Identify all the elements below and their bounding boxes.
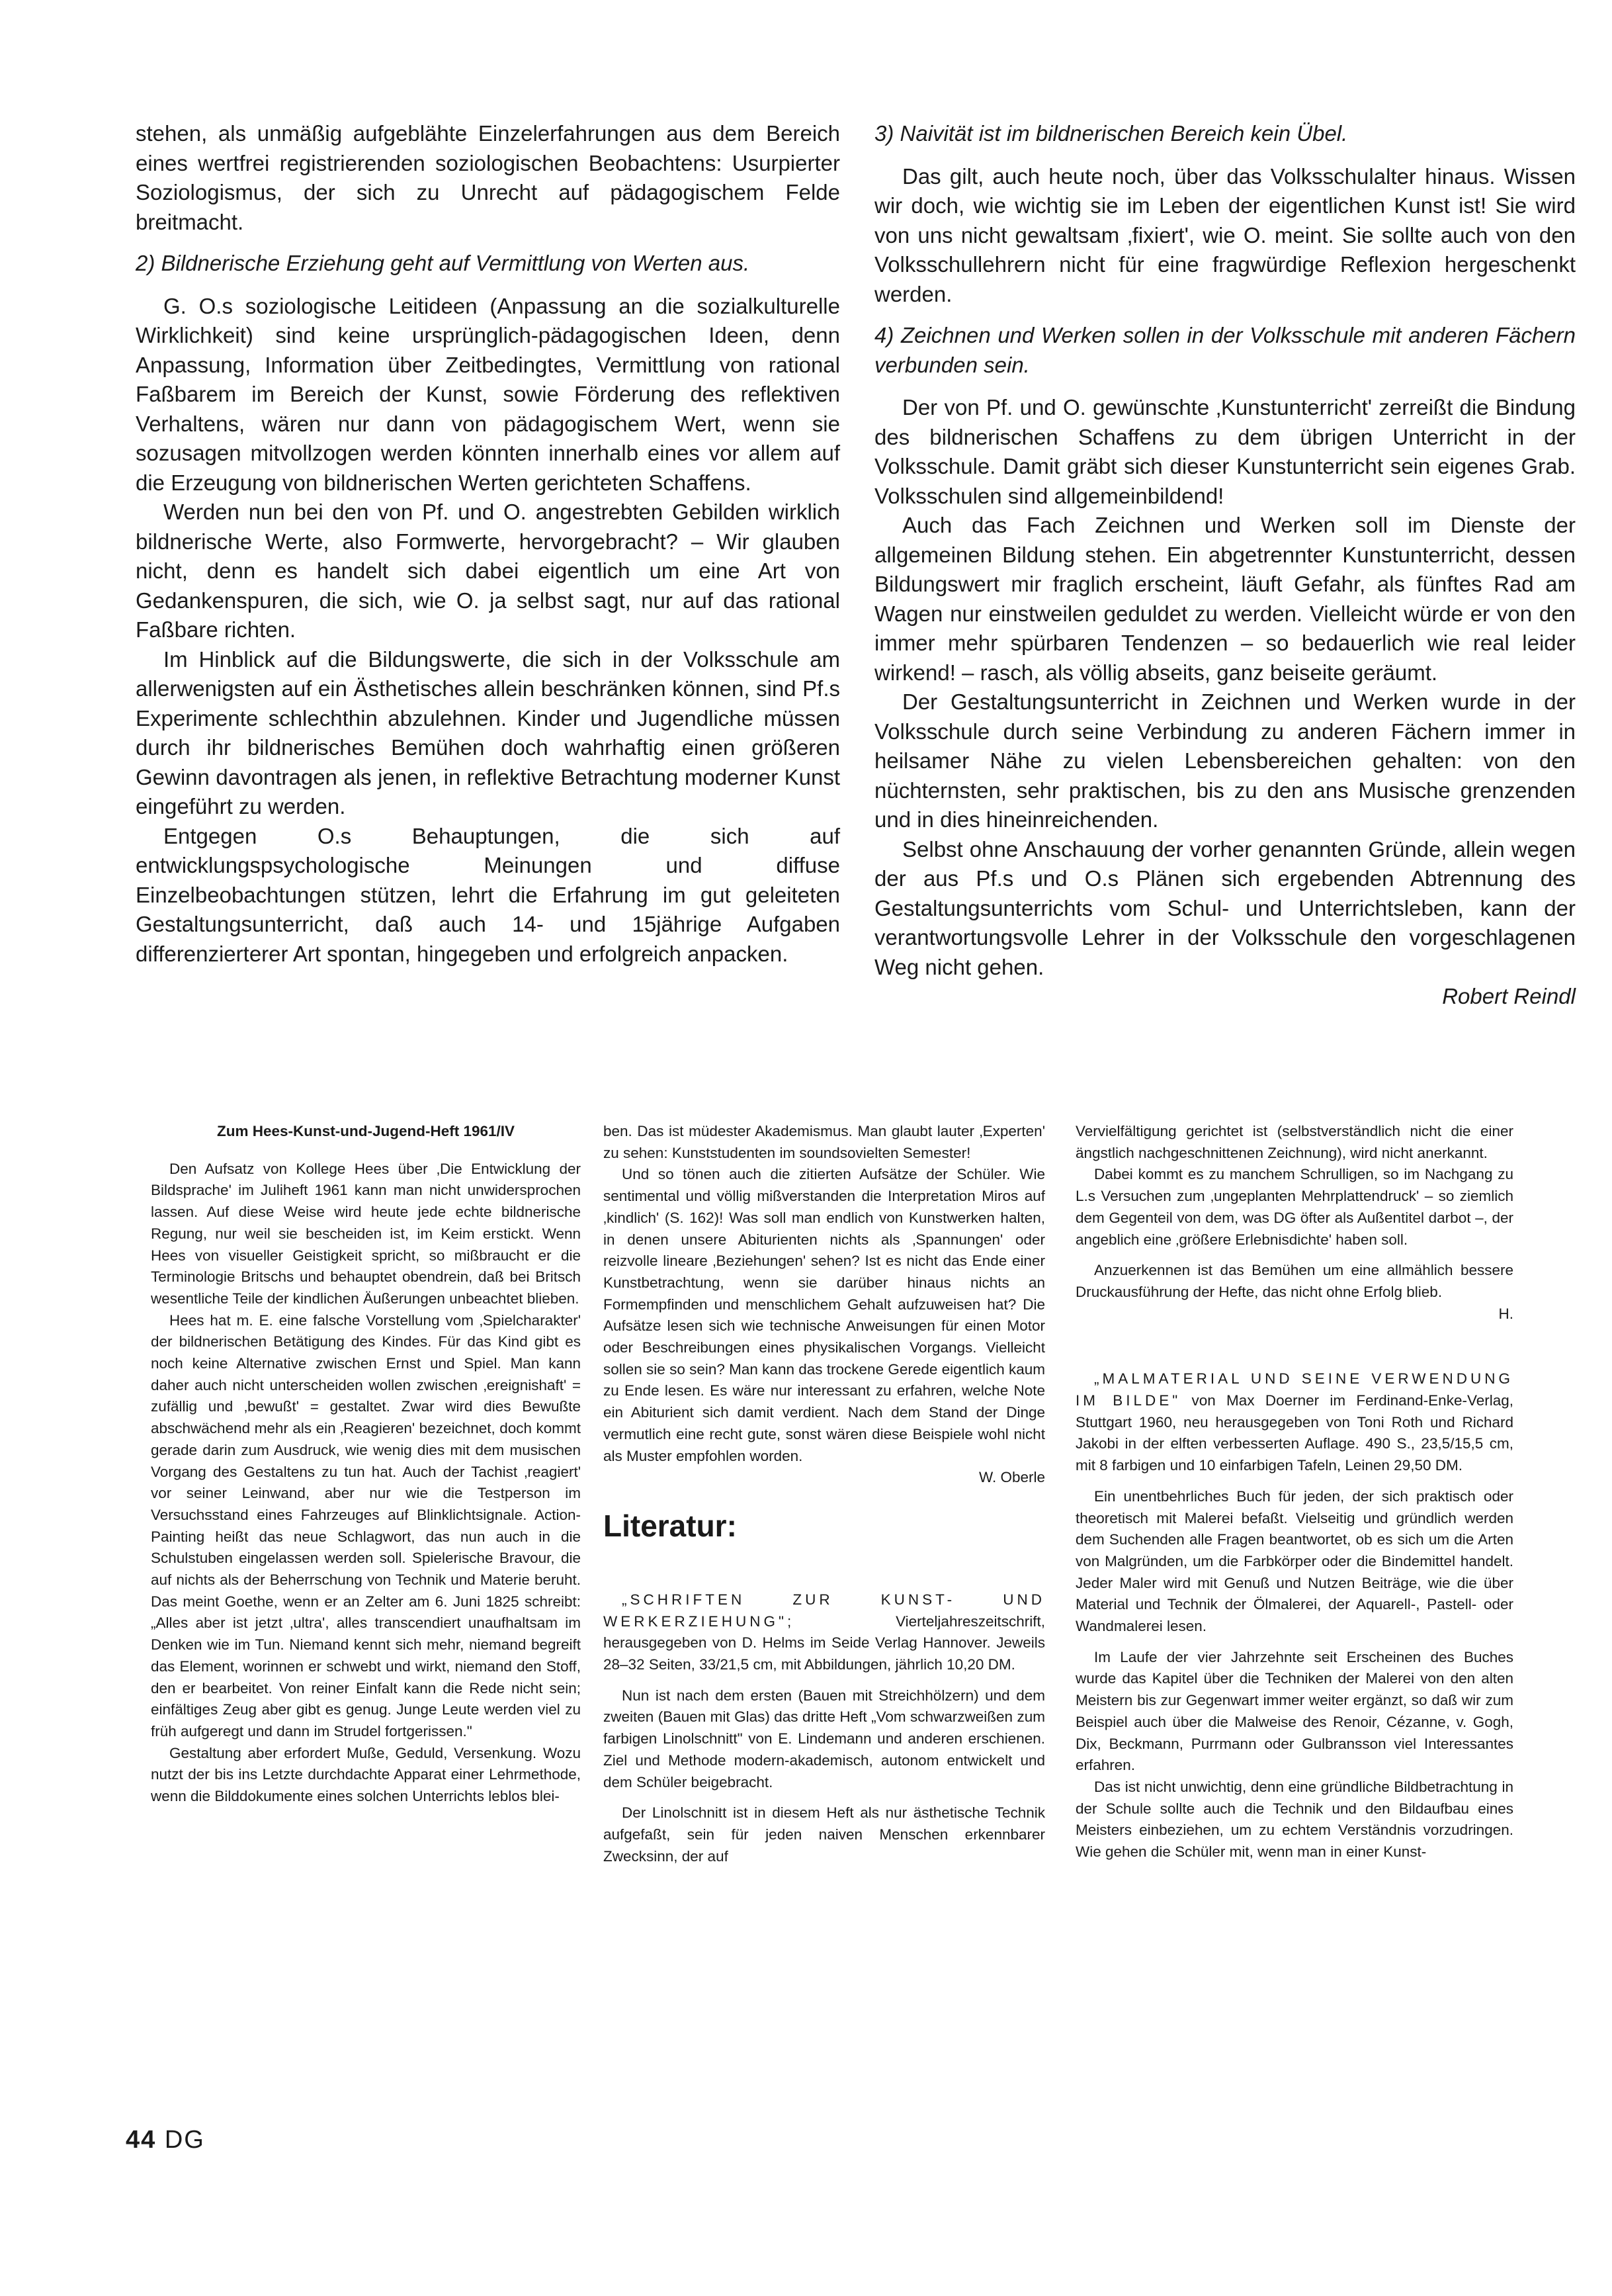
lower-column-1 [151,1121,581,1808]
paragraph: stehen, als unmäßig aufgeblähte Einzelerfahrungen aus dem Bereich eines wertfrei registrierenden soziologischen Beobachtens: Usurpierter Soziologismus, der sich zu Unrecht auf pädagogischem Felde breitmacht. [136,121,840,234]
lower-column-2 [603,1121,1045,1867]
review-title: „MALMATERIAL UND SEINE VERWENDUNG IM BILDE" [1076,1370,1513,1409]
section-heading-3: 3) Naivität ist im bildnerischen Bereich kein Übel. [874,121,1348,146]
paragraph: Ein unentbehrliches Buch für jeden, der sich praktisch oder theoretisch mit Malerei befaßt. Vielseitig und gründlich werden dem Suchenden alle Fragen beantwortet, ob es sich um die Arten von Malgründen, um die Farbkörper oder die Bindemittel handelt. Jeder Maler wird mit Genuß und Nutzen Beiträge, wie die über Material und Technik der Ölmalerei, der Aquarell-, Pastell- oder Wandmalerei lesen. [1076,1487,1513,1635]
paragraph: Nun ist nach dem ersten (Bauen mit Streichhölzern) und dem zweiten (Bauen mit Glas) das dritte Heft „Vom schwarzweißen zum farbigen Linolschnitt" von E. Lindemann und anderen erschienen. Ziel und Methode modern-akademisch, autonom entwickelt und dem Schüler beigebracht. [603,1687,1045,1790]
paragraph: Werden nun bei den von Pf. und O. angestrebten Gebilden wirklich bildnerische Werte, also Formwerte, hervorgebracht? – Wir glauben nicht, denn es handelt sich dabei eigentlich um eine Art von Gedankenspuren, die sich, wie O. ja selbst sagt, nur auf das rational Faßbare richten. [136,500,840,642]
paragraph: Der Linolschnitt ist in diesem Heft als nur ästhetische Technik aufgefaßt, sein für jeden naiven Menschen erkennbarer Zwecksinn, der auf [603,1804,1045,1865]
review-details: von Max Doerner im Ferdinand-Enke-Verlag, Stuttgart 1960, neu herausgegeben von Toni Roth und Richard Jakobi in der elften verbesserten Auflage. 490 S., 23,5/15,5 cm, mit 8 farbigen und 10 einfarbigen Tafeln, Leinen 29,50 DM. [1076,1392,1513,1474]
paragraph: Der von Pf. und O. gewünschte ‚Kunstunterricht' zerreißt die Bindung des bildnerischen Schaffens zu dem übrigen Unterricht in der Volksschule. Damit gräbt sich dieser Kunstunterricht sein eigenes Grab. Volksschulen sind allgemeinbildend! [874,395,1576,508]
paragraph: Anzuerkennen ist das Bemühen um eine allmählich bessere Druckausführung der Hefte, das nicht ohne Erfolg blieb. [1076,1262,1513,1300]
review-entry [1076,1368,1513,1477]
paragraph: Dabei kommt es zu manchem Schrulligen, so im Nachgang zu L.s Versuchen zum ‚ungeplanten Mehrplattendruck' – so ziemlich dem Gegenteil von dem, was DG öfter als Außentitel darbot –, der angeblich eine ‚größere Erlebnisdichte' haben soll. [1076,1166,1513,1248]
section-heading-2: 2) Bildnerische Erziehung geht auf Vermittlung von Werten aus. [136,251,750,275]
upper-left-column [136,119,840,969]
paragraph: Der Gestaltungsunterricht in Zeichnen und Werken wurde in der Volksschule durch seine Verbindung zu anderen Fächern immer in heilsamer Nähe zu vielen Lebensbereichen gehalten: von den nüchternsten, sehr praktischen, bis zu den ans Musische grenzenden und in dies hineinreichenden. [874,689,1576,832]
page-number [126,2126,205,2154]
paragraph: Den Aufsatz von Kollege Hees über ‚Die Entwicklung der Bildsprache' im Juliheft 1961 kann man nicht unwidersprochen lassen. Auf diese Weise wird heute jede echte bildnerische Regung, nur weil sie bescheiden ist, im Keim erstickt. Wenn Hees von visueller Geistigkeit spricht, so mißbraucht er die Terminologie Britschs und behauptet obendrein, daß bei Britsch wesentliche Teile der kindlichen Äußerungen unbeachtet blieben. [151,1160,581,1307]
paragraph: Das gilt, auch heute noch, über das Volksschulalter hinaus. Wissen wir doch, wie wichtig sie im Leben der eigentlichen Kunst ist! Sie wird von uns nicht gewaltsam ‚fixiert', wie O. meint. Sie sollte auch von den Volksschullehrern nicht für eine fragwürdige Reflexion hergeschenkt werden. [874,163,1576,306]
paragraph: Vervielfältigung gerichtet ist (selbstverständlich nicht die einer ängstlich nachgeschnittenen Zeichnung), wird nicht anerkannt. [1076,1123,1513,1161]
literature-heading: Literatur: [603,1508,737,1543]
upper-right-column [874,119,1576,1012]
paragraph: Auch das Fach Zeichnen und Werken soll im Dienste der allgemeinen Bildung stehen. Ein abgetrennter Kunstunterricht, dessen Bildungswert mir fraglich erscheint, läuft Gefahr, als fünftes Rad am Wagen nur einstweilen geduldet zu werden. Vielleicht würde er von den immer mehr spürbaren Tendenzen – so bedauerlich wie real leider wirkend! – rasch, als völlig abseits, ganz beiseite geräumt. [874,513,1576,685]
paragraph: ben. Das ist müdester Akademismus. Man glaubt lauter ‚Experten' zu sehen: Kunststudenten im soundsovielten Semester! [603,1123,1045,1161]
review-details: Vierteljahreszeitschrift, herausgegeben von D. Helms im Seide Verlag Hannover. Jeweils 28–32 Seiten, 33/21,5 cm, mit Abbildungen, jährlich 10,20 DM. [603,1612,1045,1673]
paragraph: Im Hinblick auf die Bildungswerte, die sich in der Volksschule am allerwenigsten auf ein Ästhetisches allein beschränken können, sind Pf.s Experimente schlechthin abzulehnen. Kinder und Jugendliche müssen durch ihr bildnerisches Bemühen doch wahrhaftig einen größeren Gewinn davontragen als jenen, in reflektive Betrachtung moderner Kunst eingeführt zu werden. [136,646,840,818]
review-title: „SCHRIFTEN ZUR KUNST- UND WERKERZIEHUNG"; [603,1591,1045,1630]
section-heading-4: 4) Zeichnen und Werken sollen in der Volksschule mit anderen Fächern verbunden sein. [874,323,1576,377]
paragraph: Im Laufe der vier Jahrzehnte seit Erscheinen des Buches wurde das Kapitel über die Techniken der Malerei von den alten Meistern bis zur Gegenwart immer weiter ergänzt, so daß wir zum Beispiel auch über die Malweise des Renoir, Cézanne, v. Gogh, Dix, Beckmann, Purrmann oder Gulbransson viel Interessantes erfahren. [1076,1648,1513,1774]
review-entry [603,1589,1045,1676]
paragraph: Selbst ohne Anschauung der vorher genannten Gründe, allein wegen der aus Pf.s und O.s Plänen sich ergebenden Abtrennung des Gestaltungsunterrichts vom Schul- und Unterrichtsleben, kann der verantwortungsvolle Lehrer in der Volksschule den vorgeschlagenen Weg nicht gehen. [874,836,1576,979]
review-signature: H. [1498,1305,1513,1322]
page-number-value: 44 [126,2126,157,2154]
paragraph: Entgegen O.s Behauptungen, die sich auf entwicklungspsychologische Meinungen und diffuse Einzelbeobachtungen stützen, lehrt die Erfahrung im gut geleiteten Gestaltungsunterricht, daß auch 14- und 15jährige Aufgaben differenzierterer Art spontan, hingegeben und erfolgreich anpacken. [136,823,840,966]
letter-heading: Zum Hees-Kunst-und-Jugend-Heft 1961/IV [216,1123,515,1139]
author-signature: Robert Reindl [1442,984,1576,1008]
magazine-abbreviation: DG [164,2126,205,2154]
lower-column-3 [1076,1121,1513,1863]
letter-signature: W. Oberle [978,1469,1045,1486]
paragraph: Und so tönen auch die zitierten Aufsätze der Schüler. Wie sentimental und völlig mißverstanden die Interpretation Miros auf ‚kindlich' (S. 162)! Was soll man endlich von Kunstwerken halten, in denen unsere Abiturienten nichts als ‚Spannungen' oder reizvolle lineare ‚Beziehungen' sehen? Ist es nicht das Ende einer Kunstbetrachtung, wenn sie darüber hinaus nichts an Formempfinden und menschlichem Gehalt aufzuweisen hat? Die Aufsätze lesen sich wie technische Anweisungen für einen Motor oder Beschreibungen eines physikalischen Vorgangs. Vielleicht sollen sie so sein? Man kann das trockene Gerede eigentlich kaum zu Ende lesen. Es wäre nur interessant zu erfahren, welche Note ein Abiturient sich damit verdient. Nach dem Stand der Dinge vermutlich eine recht gute, sonst wären diese Beispiele wohl nicht als Muster empfohlen worden. [603,1166,1045,1464]
paragraph: Das ist nicht unwichtig, denn eine gründliche Bildbetrachtung in der Schule sollte auch die Technik und den Bildaufbau eines Meisters einbeziehen, um zu echtem Verständnis vorzudringen. Wie gehen die Schüler mit, wenn man in einer Kunst- [1076,1778,1513,1861]
paragraph: Hees hat m. E. eine falsche Vorstellung vom ‚Spielcharakter' der bildnerischen Betätigung des Kindes. Für das Kind gibt es noch keine Alternative zwischen Ernst und Spiel. Man kann daher auch nicht unterscheiden wollen zwischen ‚ereignishaft' = zufällig und ‚bewußt' = gestaltet. Zwar wird dies Bewußte abschwächend mehr als ein ‚Reagieren' bezeichnet, doch kommt gerade darin zum Ausdruck, wie wenig dies mit dem musischen Vorgang des Gestaltens zu tun hat. Auch der Tachist ‚reagiert' vor seiner Leinwand, aber nur wie die Testperson im Versuchsstand eines Fahrzeuges auf Blinklichtsignale. Action-Painting heißt das neue Schlagwort, das nun auch in die Schulstuben eingelassen werden soll. Spielerische Bravour, die auf nichts als der Beherrschung von Technik und Materie beruht. Das meint Goethe, wenn er an Zelter am 6. Juni 1825 schreibt: „Alles aber ist jetzt ‚ultra', alles transcendiert unaufhaltsam im Denken wie im Tun. Niemand kennt sich mehr, niemand begreift das Element, worinnen er schwebt und wirkt, niemand den Stoff, den er bearbeitet. Von reiner Einfalt kann die Rede nicht sein; einfältiges Zeug aber gibt es genug. Junge Leute werden viel zu früh aufgeregt und dann im Strudel fortgerissen." [151,1311,581,1740]
paragraph: G. O.s soziologische Leitideen (Anpassung an die sozialkulturelle Wirklichkeit) sind keine ursprünglich-pädagogischen Ideen, denn Anpassung, Information über Zeitbedingtes, Vermittlung von rational Faßbarem im Bereich der Kunst, sowie Förderung des reflektiven Verhaltens, wären nur dann von pädagogischem Wert, wenn sie sozusagen mitvollzogen werden könnten innerhalb eines vor allem auf die Erzeugung von bildnerischen Werten gerichteten Schaffens. [136,293,840,495]
paragraph: Gestaltung aber erfordert Muße, Geduld, Versenkung. Wozu nutzt der bis ins Letzte durchdachte Apparat einer Lehrmethode, wenn die Bilddokumente eines solchen Unterrichts leblos blei- [151,1744,581,1805]
